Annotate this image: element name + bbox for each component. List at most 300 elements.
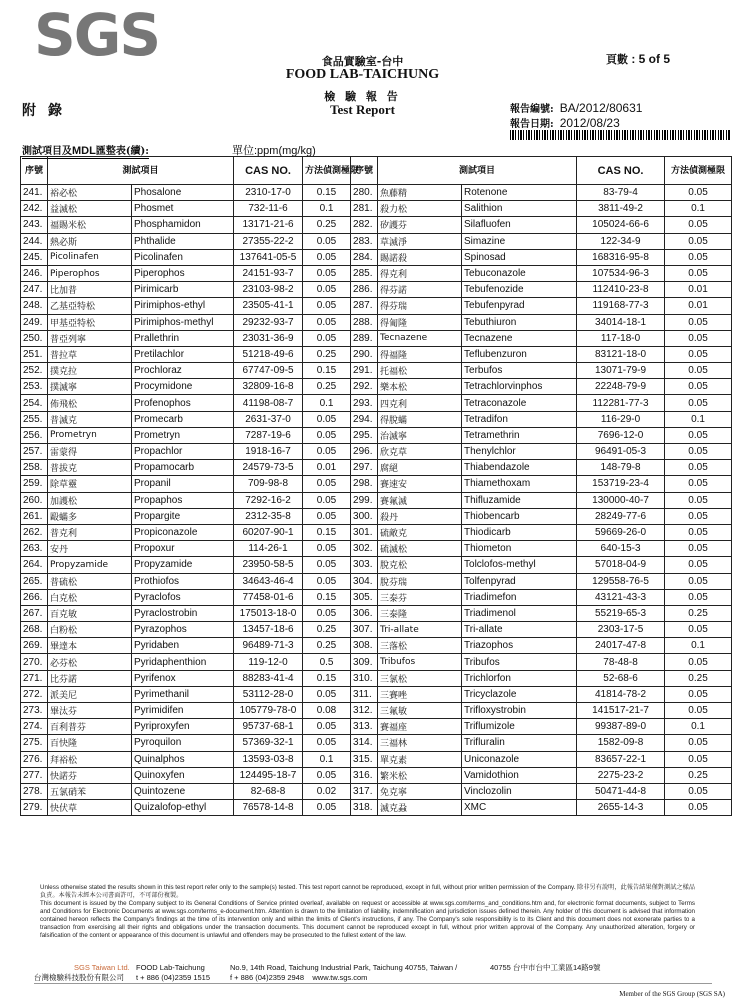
seq-cell: 294.	[351, 411, 378, 427]
name-zh-cell: 雷蒙得	[48, 444, 132, 460]
cas-cell: 51218-49-6	[234, 346, 303, 362]
col-mdl-right: 方法偵測極限	[665, 157, 732, 185]
mdl-cell: 0.1	[665, 201, 732, 217]
name-en-cell: Tricyclazole	[462, 686, 577, 702]
report-title-zh: 檢 驗 報 告	[324, 90, 401, 103]
name-zh-cell: 畢達本	[48, 638, 132, 654]
mdl-cell: 0.05	[665, 265, 732, 281]
seq-cell: 254.	[21, 395, 48, 411]
seq-cell: 287.	[351, 298, 378, 314]
mdl-cell: 0.1	[303, 751, 351, 767]
name-zh-cell: 脫芬瑞	[378, 573, 462, 589]
name-zh-cell: 百克敏	[48, 605, 132, 621]
cas-cell: 119168-77-3	[577, 298, 665, 314]
name-en-cell: Triflumizole	[462, 719, 577, 735]
name-en-cell: Triazophos	[462, 638, 577, 654]
col-cas-left: CAS NO.	[234, 157, 303, 185]
table-row	[21, 589, 732, 605]
name-en-cell: Quinalphos	[132, 751, 234, 767]
subtitle-mdl: MDL	[72, 145, 96, 157]
name-zh-cell: 撲克拉	[48, 363, 132, 379]
cas-cell: 2312-35-8	[234, 508, 303, 524]
name-en-cell: Trifloxystrobin	[462, 703, 577, 719]
name-zh-cell: 硫敵克	[378, 524, 462, 540]
cas-cell: 732-11-6	[234, 201, 303, 217]
name-zh-cell: 普亞列寧	[48, 330, 132, 346]
name-zh-cell: 安丹	[48, 541, 132, 557]
subtitle-prefix: 測試項目及	[22, 146, 72, 157]
name-en-cell: Teflubenzuron	[462, 346, 577, 362]
name-en-cell: Pirimiphos-methyl	[132, 314, 234, 330]
disclaimer-line-2: This document is issued by the Company subject to its General Conditions of Service printed overleaf, available on request or accessible at www.sgs.com/terms_and_conditions.htm and, for electronic format documents, subject to Terms and Conditions for Electronic Documents at www.sgs.com/terms_e-document.htm. Attention is drawn to the limitation of liability, indemnification and jurisdiction issues defined therein. Any holder of this document is advised that information contained hereon reflects the Company's findings at the time of its intervention only and within the limits of Client's instructions, if any. The Company's sole responsibility is to its Client and this document does not exonerate parties to a transaction from exercising all their rights and obligations under the transaction documents. This document cannot be reproduced except in full, without prior written approval of the Company. Any unauthorized alteration, forgery or falsification of the content or appearance of this document is unlawful and offenders may be prosecuted to the fullest extent of the law.	[40, 900, 695, 939]
col-mdl-left: 方法偵測極限	[303, 157, 351, 185]
table-row	[21, 233, 732, 249]
table-row	[21, 330, 732, 346]
report-number-value: BA/2012/80631	[559, 101, 643, 115]
name-zh-cell: 百快隆	[48, 735, 132, 751]
mdl-cell: 0.05	[303, 411, 351, 427]
name-zh-cell: 普硫松	[48, 573, 132, 589]
cas-cell: 175013-18-0	[234, 605, 303, 621]
name-en-cell: Tetraconazole	[462, 395, 577, 411]
seq-cell: 268.	[21, 622, 48, 638]
name-en-cell: Salithion	[462, 201, 577, 217]
seq-cell: 308.	[351, 638, 378, 654]
mdl-cell: 0.25	[303, 346, 351, 362]
name-zh-cell: 三賽唑	[378, 686, 462, 702]
unit-label: 單位:ppm(mg/kg)	[232, 145, 316, 157]
seq-cell: 296.	[351, 444, 378, 460]
name-zh-cell: 殺丹	[378, 508, 462, 524]
barcode	[510, 130, 731, 140]
mdl-cell: 0.05	[665, 185, 732, 201]
table-row	[21, 460, 732, 476]
cas-cell: 141517-21-7	[577, 703, 665, 719]
name-zh-cell: 比加普	[48, 282, 132, 298]
table-row	[21, 217, 732, 233]
mdl-cell: 0.15	[303, 670, 351, 686]
name-zh-cell: 毆蟎多	[48, 508, 132, 524]
name-zh-cell: Tri-allate	[378, 622, 462, 638]
cas-cell: 168316-95-8	[577, 249, 665, 265]
footer-contact	[230, 973, 457, 983]
name-zh-cell: 快諾芬	[48, 767, 132, 783]
name-en-cell: Quintozene	[132, 783, 234, 799]
seq-cell: 312.	[351, 703, 378, 719]
cas-cell: 95737-68-1	[234, 719, 303, 735]
mdl-cell: 0.05	[665, 541, 732, 557]
mdl-cell: 0.05	[303, 557, 351, 573]
name-en-cell: Prochloraz	[132, 363, 234, 379]
cas-cell: 59669-26-0	[577, 524, 665, 540]
table-row	[21, 800, 732, 816]
mdl-cell: 0.25	[303, 217, 351, 233]
col-seq-left: 序號	[21, 157, 48, 185]
report-number-label: 報告編號:	[510, 104, 554, 115]
name-zh-cell: 熱必斯	[48, 233, 132, 249]
name-zh-cell: 除草靈	[48, 476, 132, 492]
seq-cell: 280.	[351, 185, 378, 201]
seq-cell: 248.	[21, 298, 48, 314]
mdl-cell: 0.05	[303, 492, 351, 508]
seq-cell: 247.	[21, 282, 48, 298]
cas-cell: 23505-41-1	[234, 298, 303, 314]
mdl-cell: 0.05	[665, 314, 732, 330]
cas-cell: 148-79-8	[577, 460, 665, 476]
name-en-cell: Thiodicarb	[462, 524, 577, 540]
footer-fax: f + 886 (04)2359 2948	[230, 973, 305, 982]
name-en-cell: Pyrimethanil	[132, 686, 234, 702]
cas-cell: 7287-19-6	[234, 427, 303, 443]
mdl-cell: 0.01	[303, 460, 351, 476]
name-en-cell: Tetramethrin	[462, 427, 577, 443]
cas-cell: 96491-05-3	[577, 444, 665, 460]
mdl-cell: 0.15	[303, 589, 351, 605]
seq-cell: 278.	[21, 783, 48, 799]
name-en-cell: Rotenone	[462, 185, 577, 201]
seq-cell: 310.	[351, 670, 378, 686]
cas-cell: 22248-79-9	[577, 379, 665, 395]
cas-cell: 52-68-6	[577, 670, 665, 686]
seq-cell: 304.	[351, 573, 378, 589]
name-zh-cell: 加護松	[48, 492, 132, 508]
table-row	[21, 751, 732, 767]
name-en-cell: Trichlorfon	[462, 670, 577, 686]
cas-cell: 153719-23-4	[577, 476, 665, 492]
footer-address-zh: 40755 台中市台中工業區14路9號	[490, 963, 601, 972]
table-row	[21, 265, 732, 281]
seq-cell: 283.	[351, 233, 378, 249]
name-en-cell: Vinclozolin	[462, 783, 577, 799]
mdl-cell: 0.05	[665, 460, 732, 476]
cas-cell: 23031-36-9	[234, 330, 303, 346]
cas-cell: 13593-03-8	[234, 751, 303, 767]
seq-cell: 285.	[351, 265, 378, 281]
mdl-cell: 0.05	[303, 298, 351, 314]
name-zh-cell: Propyzamide	[48, 557, 132, 573]
name-en-cell: Trifluralin	[462, 735, 577, 751]
footer-address: No.9, 14th Road, Taichung Industrial Park, Taichung 40755, Taiwan /	[230, 963, 458, 972]
table-row	[21, 670, 732, 686]
cas-cell: 76578-14-8	[234, 800, 303, 816]
mdl-cell: 0.05	[303, 605, 351, 621]
mdl-cell: 0.05	[303, 265, 351, 281]
mdl-cell: 0.1	[665, 411, 732, 427]
mdl-cell: 0.05	[665, 783, 732, 799]
mdl-cell: 0.05	[303, 282, 351, 298]
mdl-cell: 0.25	[665, 670, 732, 686]
footer-divider	[34, 983, 712, 984]
name-zh-cell: 賜諾殺	[378, 249, 462, 265]
cas-cell: 78-48-8	[577, 654, 665, 670]
mdl-cell: 0.25	[303, 379, 351, 395]
seq-cell: 263.	[21, 541, 48, 557]
name-en-cell: Propargite	[132, 508, 234, 524]
footer-company-zh: 台灣檢驗科技股份有限公司	[34, 973, 124, 982]
table-row	[21, 573, 732, 589]
name-zh-cell: Piperophos	[48, 265, 132, 281]
seq-cell: 261.	[21, 508, 48, 524]
seq-cell: 267.	[21, 605, 48, 621]
name-zh-cell: 三氯松	[378, 670, 462, 686]
name-zh-cell: 脫克松	[378, 557, 462, 573]
cas-cell: 28249-77-6	[577, 508, 665, 524]
seq-cell: 314.	[351, 735, 378, 751]
name-en-cell: Pyridaphenthion	[132, 654, 234, 670]
mdl-cell: 0.05	[303, 508, 351, 524]
table-row	[21, 411, 732, 427]
table-row	[21, 622, 732, 638]
table-row	[21, 541, 732, 557]
table-header-row	[21, 157, 732, 185]
mdl-cell: 0.05	[665, 573, 732, 589]
lab-title-zh: 食品實驗室-台中	[321, 55, 404, 68]
report-date-label: 報告日期:	[510, 119, 554, 130]
seq-cell: 297.	[351, 460, 378, 476]
seq-cell: 277.	[21, 767, 48, 783]
table-row	[21, 346, 732, 362]
mdl-cell: 0.05	[665, 379, 732, 395]
name-en-cell: Pyroquilon	[132, 735, 234, 751]
table-row	[21, 444, 732, 460]
cas-cell: 24017-47-8	[577, 638, 665, 654]
name-en-cell: Pyraclostrobin	[132, 605, 234, 621]
cas-cell: 105779-78-0	[234, 703, 303, 719]
name-en-cell: Pyraclofos	[132, 589, 234, 605]
seq-cell: 292.	[351, 379, 378, 395]
name-zh-cell: 得脫蟎	[378, 411, 462, 427]
mdl-cell: 0.05	[303, 686, 351, 702]
name-en-cell: Propoxur	[132, 541, 234, 557]
cas-cell: 2303-17-5	[577, 622, 665, 638]
name-zh-cell: 得芬瑞	[378, 298, 462, 314]
name-en-cell: Propamocarb	[132, 460, 234, 476]
name-en-cell: Tebufenozide	[462, 282, 577, 298]
cas-cell: 3811-49-2	[577, 201, 665, 217]
name-zh-cell: 三泰芬	[378, 589, 462, 605]
mdl-cell: 0.01	[665, 282, 732, 298]
name-en-cell: Terbufos	[462, 363, 577, 379]
cas-cell: 137641-05-5	[234, 249, 303, 265]
seq-cell: 246.	[21, 265, 48, 281]
seq-cell: 309.	[351, 654, 378, 670]
cas-cell: 34643-46-4	[234, 573, 303, 589]
name-en-cell: Tebufenpyrad	[462, 298, 577, 314]
table-subtitle	[22, 142, 149, 157]
seq-cell: 295.	[351, 427, 378, 443]
seq-cell: 271.	[21, 670, 48, 686]
footer-web[interactable]: www.tw.sgs.com	[312, 973, 368, 982]
name-en-cell: Thiabendazole	[462, 460, 577, 476]
name-en-cell: Pretilachlor	[132, 346, 234, 362]
cas-cell: 29232-93-7	[234, 314, 303, 330]
mdl-cell: 0.05	[665, 524, 732, 540]
mdl-cell: 0.15	[303, 524, 351, 540]
name-zh-cell: 賽速安	[378, 476, 462, 492]
seq-cell: 282.	[351, 217, 378, 233]
mdl-cell: 0.01	[665, 298, 732, 314]
cas-cell: 124495-18-7	[234, 767, 303, 783]
name-en-cell: Tetrachlorvinphos	[462, 379, 577, 395]
name-en-cell: Phosalone	[132, 185, 234, 201]
mdl-table	[20, 156, 732, 816]
seq-cell: 286.	[351, 282, 378, 298]
seq-cell: 250.	[21, 330, 48, 346]
cas-cell: 13457-18-6	[234, 622, 303, 638]
name-zh-cell: 三福林	[378, 735, 462, 751]
report-number	[510, 100, 642, 115]
seq-cell: 253.	[21, 379, 48, 395]
table-row	[21, 314, 732, 330]
col-item-left: 測試項目	[48, 157, 234, 185]
cas-cell: 23103-98-2	[234, 282, 303, 298]
seq-cell: 251.	[21, 346, 48, 362]
mdl-cell: 0.05	[665, 735, 732, 751]
seq-cell: 306.	[351, 605, 378, 621]
page-indicator	[606, 51, 670, 67]
cas-cell: 41198-08-7	[234, 395, 303, 411]
name-zh-cell: 派美尼	[48, 686, 132, 702]
cas-cell: 2275-23-2	[577, 767, 665, 783]
seq-cell: 311.	[351, 686, 378, 702]
seq-cell: 302.	[351, 541, 378, 557]
name-zh-cell: 滅克蝨	[378, 800, 462, 816]
mdl-cell: 0.15	[303, 185, 351, 201]
col-item-right: 測試項目	[378, 157, 577, 185]
cas-cell: 60207-90-1	[234, 524, 303, 540]
cas-cell: 2631-37-0	[234, 411, 303, 427]
col-seq-right: 序號	[351, 157, 378, 185]
subtitle-suffix: 匯整表(續):	[95, 146, 149, 157]
seq-cell: 305.	[351, 589, 378, 605]
seq-cell: 313.	[351, 719, 378, 735]
name-zh-cell: 硫滅松	[378, 541, 462, 557]
name-zh-cell: 賽福座	[378, 719, 462, 735]
seq-cell: 244.	[21, 233, 48, 249]
mdl-cell: 0.08	[303, 703, 351, 719]
name-en-cell: Prothiofos	[132, 573, 234, 589]
name-zh-cell: 普拔克	[48, 460, 132, 476]
seq-cell: 252.	[21, 363, 48, 379]
name-en-cell: Profenophos	[132, 395, 234, 411]
mdl-cell: 0.05	[665, 249, 732, 265]
report-title-en: Test Report	[330, 102, 395, 117]
cas-cell: 114-26-1	[234, 541, 303, 557]
name-zh-cell: 甲基亞特松	[48, 314, 132, 330]
page-label: 頁數	[606, 53, 628, 66]
name-en-cell: Spinosad	[462, 249, 577, 265]
name-en-cell: Thenylchlor	[462, 444, 577, 460]
name-en-cell: Tolfenpyrad	[462, 573, 577, 589]
cas-cell: 112281-77-3	[577, 395, 665, 411]
table-row	[21, 298, 732, 314]
name-zh-cell: Picolinafen	[48, 249, 132, 265]
seq-cell: 289.	[351, 330, 378, 346]
mdl-cell: 0.05	[303, 719, 351, 735]
name-zh-cell: 得克利	[378, 265, 462, 281]
name-zh-cell: 腐絕	[378, 460, 462, 476]
cas-cell: 82-68-8	[234, 783, 303, 799]
cas-cell: 2310-17-0	[234, 185, 303, 201]
cas-cell: 107534-96-3	[577, 265, 665, 281]
name-en-cell: Triadimefon	[462, 589, 577, 605]
name-en-cell: Tri-allate	[462, 622, 577, 638]
mdl-cell: 0.5	[303, 654, 351, 670]
table-row	[21, 249, 732, 265]
seq-cell: 269.	[21, 638, 48, 654]
cas-cell: 122-34-9	[577, 233, 665, 249]
cas-cell: 13071-79-9	[577, 363, 665, 379]
disclaimer	[40, 884, 695, 940]
mdl-cell: 0.1	[303, 201, 351, 217]
name-en-cell: Uniconazole	[462, 751, 577, 767]
mdl-cell: 0.05	[303, 476, 351, 492]
mdl-cell: 0.05	[303, 767, 351, 783]
name-zh-cell: 畢汰芬	[48, 703, 132, 719]
cas-cell: 96489-71-3	[234, 638, 303, 654]
name-en-cell: Tebuthiuron	[462, 314, 577, 330]
seq-cell: 260.	[21, 492, 48, 508]
seq-cell: 307.	[351, 622, 378, 638]
mdl-cell: 0.05	[303, 249, 351, 265]
table-row	[21, 492, 732, 508]
seq-cell: 245.	[21, 249, 48, 265]
name-en-cell: Prallethrin	[132, 330, 234, 346]
name-zh-cell: 樂本松	[378, 379, 462, 395]
seq-cell: 242.	[21, 201, 48, 217]
cas-cell: 112410-23-8	[577, 282, 665, 298]
name-zh-cell: 佈飛松	[48, 395, 132, 411]
name-en-cell: Picolinafen	[132, 249, 234, 265]
cas-cell: 83657-22-1	[577, 751, 665, 767]
table-row	[21, 427, 732, 443]
mdl-cell: 0.05	[303, 800, 351, 816]
seq-cell: 301.	[351, 524, 378, 540]
seq-cell: 266.	[21, 589, 48, 605]
name-en-cell: Pyrimidifen	[132, 703, 234, 719]
cas-cell: 117-18-0	[577, 330, 665, 346]
name-zh-cell: Tecnazene	[378, 330, 462, 346]
cas-cell: 55219-65-3	[577, 605, 665, 621]
seq-cell: 249.	[21, 314, 48, 330]
cas-cell: 83-79-4	[577, 185, 665, 201]
name-en-cell: Tetradifon	[462, 411, 577, 427]
mdl-cell: 0.05	[665, 427, 732, 443]
sgs-member-note: Member of the SGS Group (SGS SA)	[619, 990, 725, 998]
seq-cell: 284.	[351, 249, 378, 265]
cas-cell: 2655-14-3	[577, 800, 665, 816]
name-zh-cell: 矽護芬	[378, 217, 462, 233]
cas-cell: 99387-89-0	[577, 719, 665, 735]
name-en-cell: Phthalide	[132, 233, 234, 249]
table-row	[21, 395, 732, 411]
mdl-cell: 0.05	[665, 703, 732, 719]
seq-cell: 316.	[351, 767, 378, 783]
table-row	[21, 557, 732, 573]
name-zh-cell: 拜裕松	[48, 751, 132, 767]
seq-cell: 259.	[21, 476, 48, 492]
cas-cell: 34014-18-1	[577, 314, 665, 330]
name-en-cell: Propachlor	[132, 444, 234, 460]
footer-brand: SGS Taiwan Ltd.	[74, 963, 130, 972]
name-en-cell: Propyzamide	[132, 557, 234, 573]
appendix-title: 附錄	[22, 103, 74, 119]
name-en-cell: Vamidothion	[462, 767, 577, 783]
table-row	[21, 638, 732, 654]
mdl-cell: 0.05	[303, 233, 351, 249]
name-en-cell: Propanil	[132, 476, 234, 492]
cas-cell: 23950-58-5	[234, 557, 303, 573]
